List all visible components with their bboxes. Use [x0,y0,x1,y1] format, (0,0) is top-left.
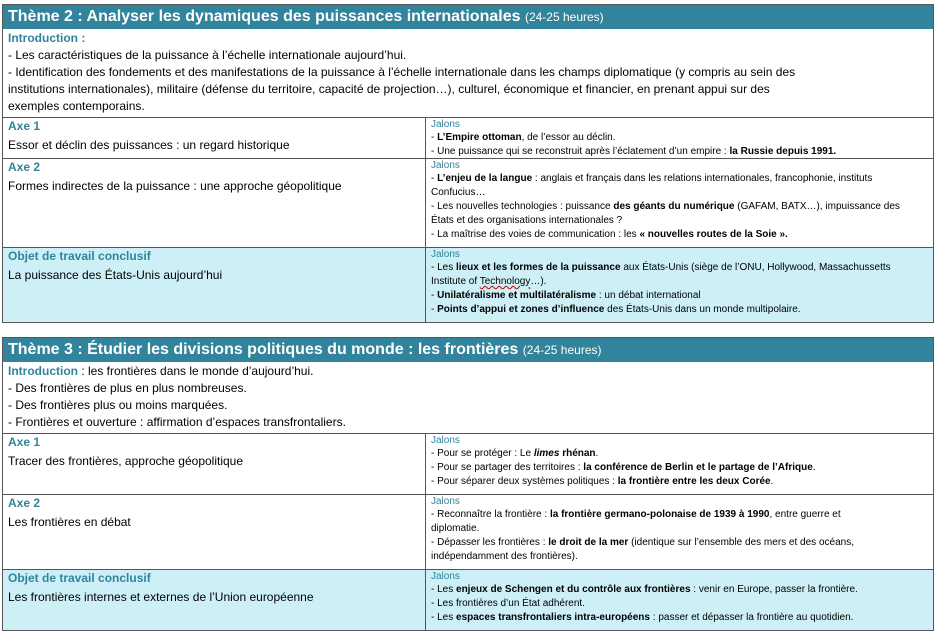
theme2-table [2,4,934,323]
jalon-item: - Unilatéralisme et multilatéralisme : un débat international [431,290,701,301]
jalons-label: Jalons [431,119,460,130]
theme2-objet-row [3,248,933,322]
theme2-intro-label: Introduction : [8,31,86,45]
theme3-objet-desc: Les frontières internes et externes de l’Union européenne [8,590,314,604]
jalon-item-cont: États et des organisations internationales ? [431,215,623,226]
theme3-axe2-desc: Les frontières en débat [8,515,131,529]
theme2-axe2-cell [3,159,426,247]
theme3-title: Thème 3 : Étudier les divisions politiques du monde : les frontières [8,341,519,358]
jalon-item-cont: Institute of Technology…). [431,276,547,287]
theme3-objet-cell [3,570,426,630]
theme3-axe2-jalons [426,495,933,569]
jalon-item-cont: Confucius… [431,187,486,198]
theme3-objet-jalons [426,570,933,630]
theme2-hours: (24-25 heures) [524,10,604,24]
theme2-axe1-jalons [426,118,933,158]
jalon-item: - Les espaces transfrontaliers intra-européens : passer et dépasser la frontière au quotidien. [431,612,854,623]
jalon-item: - Pour séparer deux systèmes politiques : la frontière entre les deux Corée. [431,476,774,487]
theme3-hours: (24-25 heures) [522,343,602,357]
jalons-label: Jalons [431,496,460,507]
theme2-objet-label: Objet de travail conclusif [8,249,151,263]
theme3-table [2,337,934,631]
jalon-item: - Les lieux et les formes de la puissance aux États-Unis (siège de l’ONU, Hollywood, Massachussetts [431,262,891,273]
jalons-label: Jalons [431,160,460,171]
jalon-item: - L’Empire ottoman, de l’essor au déclin. [431,132,616,143]
jalons-label: Jalons [431,249,460,260]
jalon-item: - Les nouvelles technologies : puissance des géants du numérique (GAFAM, BATX…), impuissance des [431,201,900,212]
theme3-axe2-label: Axe 2 [8,496,41,510]
jalons-label: Jalons [431,435,460,446]
theme3-objet-label: Objet de travail conclusif [8,571,151,585]
theme2-intro-line: - Les caractéristiques de la puissance à l’échelle internationale aujourd’hui. [8,48,407,62]
theme2-objet-desc: La puissance des États-Unis aujourd’hui [8,268,223,282]
jalon-item: - Les enjeux de Schengen et du contrôle aux frontières : venir en Europe, passer la frontière. [431,584,858,595]
theme3-header [3,338,933,362]
jalon-item: - Points d’appui et zones d’influence des États-Unis dans un monde multipolaire. [431,304,801,315]
jalon-item-cont: diplomatie. [431,523,480,534]
jalon-item: - La maîtrise des voies de communication : les « nouvelles routes de la Soie ». [431,229,788,240]
theme3-axe1-row [3,434,933,495]
theme3-intro-line: - Des frontières de plus en plus nombreuses. [8,381,247,395]
theme2-intro-line: exemples contemporains. [8,99,145,113]
theme2-axe1-label: Axe 1 [8,119,41,133]
theme2-objet-cell [3,248,426,322]
theme3-axe1-label: Axe 1 [8,435,41,449]
jalon-item: - Une puissance qui se reconstruit après l’éclatement d’un empire : la Russie depuis 1991. [431,146,837,157]
theme3-objet-row [3,570,933,630]
jalon-item-cont: indépendamment des frontières). [431,551,578,562]
theme2-axe2-label: Axe 2 [8,160,41,174]
jalons-label: Jalons [431,571,460,582]
theme2-axe1-row [3,118,933,159]
jalon-item: - Les frontières d’un État adhérent. [431,598,585,609]
jalon-item: - Pour se protéger : Le limes rhénan. [431,448,599,459]
theme3-axe1-jalons [426,434,933,494]
theme3-intro-first-line: Introduction : les frontières dans le monde d’aujourd’hui. [8,364,314,378]
jalon-item: - Dépasser les frontières : le droit de la mer (identique sur l’ensemble des mers et des océans, [431,537,854,548]
theme3-intro-line: - Frontières et ouverture : affirmation d’espaces transfrontaliers. [8,415,346,429]
theme2-intro-line: institutions internationales), militaire (défense du territoire, capacité de projection…), culturel, économique et financier, en prenant appui sur des [8,82,770,96]
jalon-item: - Pour se partager des territoires : la conférence de Berlin et le partage de l’Afrique. [431,462,816,473]
theme2-axe2-row [3,159,933,248]
theme2-objet-jalons [426,248,933,322]
theme2-intro-line: - Identification des fondements et des manifestations de la puissance à l’échelle internationale dans les champs diplomatique (y compris au sein des [8,65,796,79]
theme2-header [3,5,933,29]
theme2-axe2-desc: Formes indirectes de la puissance : une approche géopolitique [8,179,342,193]
theme2-axe1-desc: Essor et déclin des puissances : un regard historique [8,138,290,152]
theme2-title: Thème 2 : Analyser les dynamiques des puissances internationales [8,8,521,25]
theme3-axe2-row [3,495,933,570]
theme2-introduction [3,29,933,118]
theme3-axe1-desc: Tracer des frontières, approche géopolitique [8,454,244,468]
theme3-axe1-cell [3,434,426,494]
theme2-axe1-cell [3,118,426,158]
theme3-intro-line: - Des frontières plus ou moins marquées. [8,398,228,412]
theme2-axe2-jalons [426,159,933,247]
jalon-item: - Reconnaître la frontière : la frontière germano-polonaise de 1939 à 1990, entre guerre et [431,509,841,520]
jalon-item: - L’enjeu de la langue : anglais et français dans les relations internationales, francophonie, instituts [431,173,873,184]
theme3-introduction [3,362,933,434]
theme3-axe2-cell [3,495,426,569]
